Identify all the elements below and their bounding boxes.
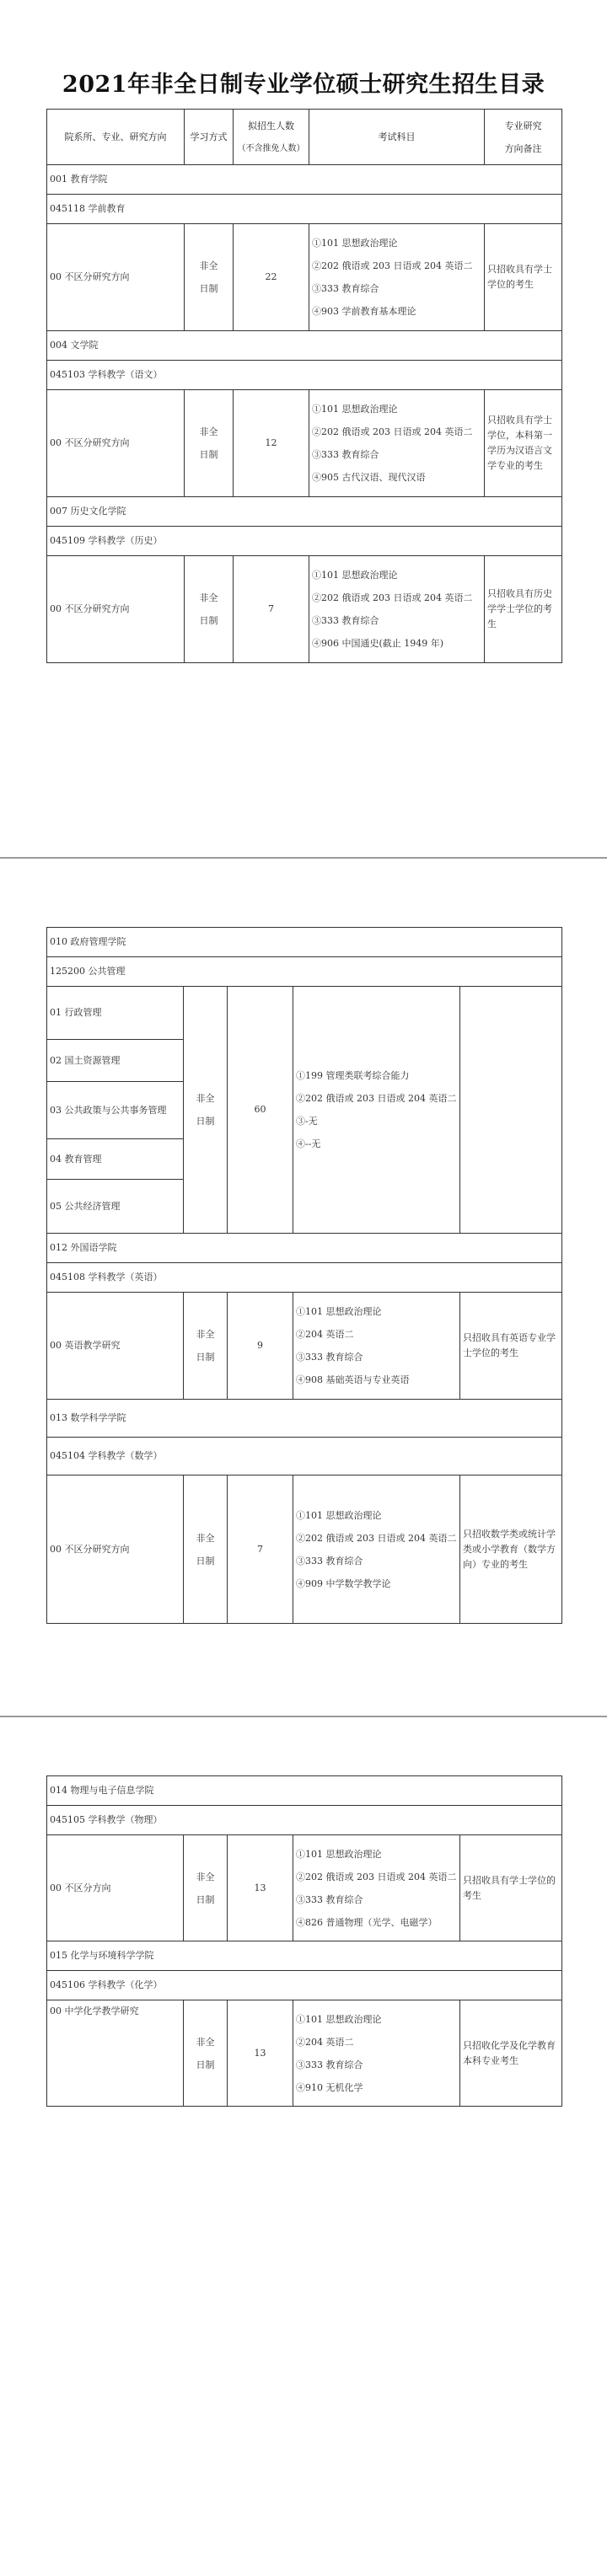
school-row: 015 化学与环境科学学院 [47,1941,562,1971]
table-row [47,1475,562,1624]
note-cell: 只招收具有学士学位的考生 [485,224,562,331]
exam-cell: ①101 思想政治理论 ②202 俄语或 203 日语或 204 英语二 ③333 教育综合 ④909 中学数学教学论 [293,1475,460,1624]
table-row [47,2000,562,2107]
catalog-table-page3 [46,1775,562,2107]
page-divider [0,857,607,859]
quota-cell: 12 [234,390,309,497]
table-row [47,556,562,663]
major-row: 045105 学科教学（物理） [47,1806,562,1835]
exam-cell: ①101 思想政治理论 ②202 俄语或 203 日语或 204 英语二 ③333 教育综合 ④903 学前教育基本理论 [309,224,485,331]
mode-cell: 非全 日制 [184,987,228,1234]
table-header-row [47,110,562,165]
quota-cell: 13 [228,1835,293,1941]
exam-cell: ①101 思想政治理论 ②202 俄语或 203 日语或 204 英语二 ③333 教育综合 ④906 中国通史(截止 1949 年) [309,556,485,663]
direction-cell: 00 不区分研究方向 [47,556,185,663]
direction-cell: 04 教育管理 [47,1139,184,1180]
mode-cell: 非全 日制 [184,1835,228,1941]
direction-cell: 00 中学化学教学研究 [47,2000,184,2107]
note-cell: 只招收数学类或统计学类或小学教育（数学方向）专业的考生 [460,1475,562,1624]
major-row: 045104 学科教学（数学） [47,1438,562,1475]
table-row [47,224,562,331]
exam-cell: ①101 思想政治理论 ②202 俄语或 203 日语或 204 英语二 ③333 教育综合 ④905 古代汉语、现代汉语 [309,390,485,497]
header-exam: 考试科目 [309,110,485,165]
exam-cell: ①101 思想政治理论 ②204 英语二 ③333 教育综合 ④908 基础英语与专业英语 [293,1293,460,1400]
direction-cell: 00 不区分研究方向 [47,1475,184,1624]
quota-cell: 60 [228,987,293,1234]
table-row [47,1835,562,1941]
school-row: 004 文学院 [47,331,562,361]
major-row: 045103 学科教学（语文） [47,361,562,390]
header-mode: 学习方式 [185,110,234,165]
note-cell: 只招收具有历史学学士学位的考生 [485,556,562,663]
exam-cell: ①101 思想政治理论 ②202 俄语或 203 日语或 204 英语二 ③333 教育综合 ④826 普通物理（光学、电磁学） [293,1835,460,1941]
exam-cell: ①101 思想政治理论 ②204 英语二 ③333 教育综合 ④910 无机化学 [293,2000,460,2107]
school-row: 013 数学科学学院 [47,1400,562,1438]
direction-cell: 00 不区分研究方向 [47,224,185,331]
table-row [47,987,562,1040]
exam-cell: ①199 管理类联考综合能力 ②202 俄语或 203 日语或 204 英语二 ③-无 ④--无 [293,987,460,1234]
direction-cell: 00 不区分方向 [47,1835,184,1941]
direction-cell: 03 公共政策与公共事务管理 [47,1082,184,1139]
note-cell: 只招收化学及化学教育本科专业考生 [460,2000,562,2107]
mode-cell: 非全 日制 [184,1475,228,1624]
major-row: 045106 学科教学（化学） [47,1971,562,2000]
direction-cell: 02 国土资源管理 [47,1040,184,1082]
major-row: 045118 学前教育 [47,195,562,224]
header-dept: 院系所、专业、研究方向 [47,110,185,165]
quota-cell: 7 [234,556,309,663]
catalog-table-page1 [46,109,562,663]
quota-cell: 7 [228,1475,293,1624]
mode-cell: 非全 日制 [184,2000,228,2107]
school-row: 012 外国语学院 [47,1234,562,1263]
quota-cell: 13 [228,2000,293,2107]
note-cell: 只招收具有英语专业学士学位的考生 [460,1293,562,1400]
note-cell: 只招收具有学士学位的考生 [460,1835,562,1941]
page-divider [0,1716,607,1717]
header-quota: 拟招生人数 （不含推免人数） [234,110,309,165]
mode-cell: 非全 日制 [185,390,234,497]
major-row: 045109 学科教学（历史） [47,527,562,556]
school-row: 001 教育学院 [47,165,562,195]
direction-cell: 05 公共经济管理 [47,1180,184,1234]
quota-cell: 22 [234,224,309,331]
direction-cell: 00 不区分研究方向 [47,390,185,497]
document-title: 2021年非全日制专业学位硕士研究生招生目录 [62,72,545,98]
header-note: 专业研究 方向备注 [485,110,562,165]
table-row [47,390,562,497]
quota-cell: 9 [228,1293,293,1400]
direction-cell: 00 英语教学研究 [47,1293,184,1400]
note-cell [460,987,562,1234]
school-row: 007 历史文化学院 [47,497,562,527]
table-row [47,1293,562,1400]
school-row: 010 政府管理学院 [47,928,562,957]
mode-cell: 非全 日制 [184,1293,228,1400]
major-row: 125200 公共管理 [47,957,562,987]
mode-cell: 非全 日制 [185,224,234,331]
catalog-table-page2 [46,927,562,1624]
school-row: 014 物理与电子信息学院 [47,1776,562,1806]
note-cell: 只招收具有学士学位，本科第一学历为汉语言文学专业的考生 [485,390,562,497]
major-row: 045108 学科教学（英语） [47,1263,562,1293]
direction-cell: 01 行政管理 [47,987,184,1040]
mode-cell: 非全 日制 [185,556,234,663]
